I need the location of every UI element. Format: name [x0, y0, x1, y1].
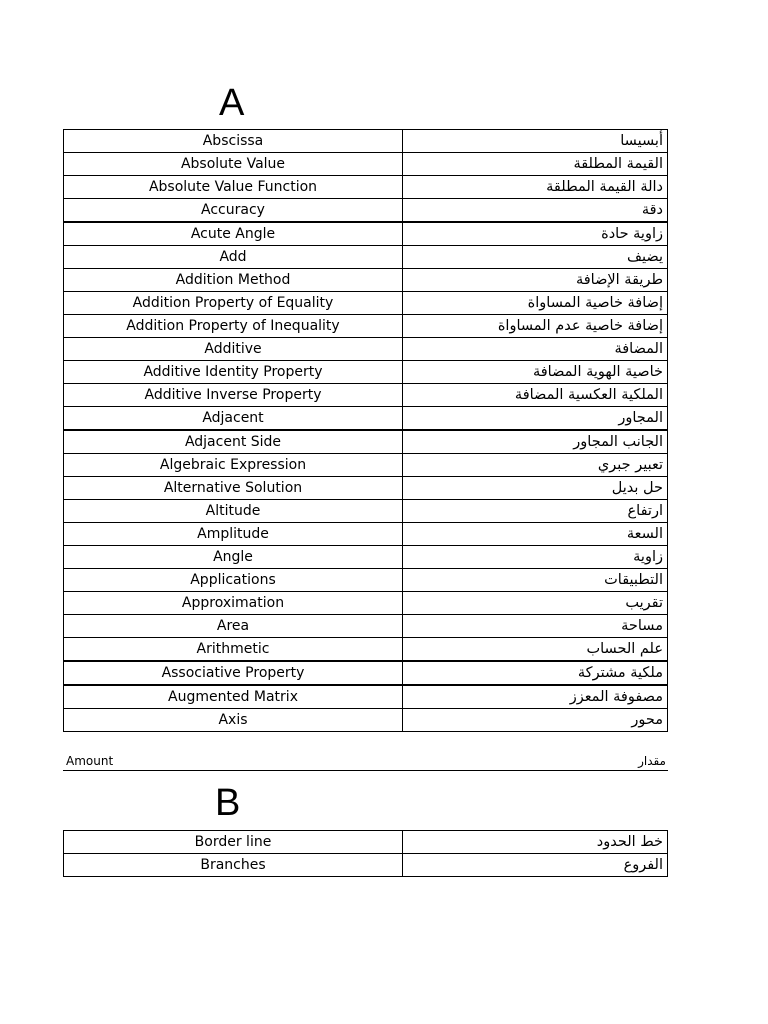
term-arabic: إضافة خاصية عدم المساواة: [403, 315, 668, 338]
glossary-row: [64, 615, 668, 638]
glossary-row: [64, 854, 668, 877]
glossary-row: [64, 338, 668, 361]
term-arabic: دقة: [403, 199, 668, 223]
term-english: Addition Method: [64, 269, 403, 292]
glossary-table-b-body: [64, 831, 668, 877]
term-english: Angle: [64, 546, 403, 569]
glossary-trailing-row: [63, 752, 668, 771]
term-english: Augmented Matrix: [64, 685, 403, 709]
glossary-row: [64, 523, 668, 546]
term-arabic: الفروع: [403, 854, 668, 877]
glossary-row: [64, 199, 668, 223]
term-arabic: السعة: [403, 523, 668, 546]
term-english: Alternative Solution: [64, 477, 403, 500]
term-arabic: مقدار: [638, 754, 666, 768]
glossary-row: [64, 546, 668, 569]
term-arabic: إضافة خاصية المساواة: [403, 292, 668, 315]
term-english: Amount: [66, 754, 114, 768]
glossary-row: [64, 709, 668, 732]
term-arabic: علم الحساب: [403, 638, 668, 662]
glossary-row: [64, 407, 668, 431]
glossary-row: [64, 246, 668, 269]
term-english: Absolute Value Function: [64, 176, 403, 199]
term-english: Add: [64, 246, 403, 269]
term-english: Additive Inverse Property: [64, 384, 403, 407]
term-english: Additive Identity Property: [64, 361, 403, 384]
term-english: Approximation: [64, 592, 403, 615]
glossary-row: [64, 569, 668, 592]
term-arabic: محور: [403, 709, 668, 732]
glossary-table-a-body: [64, 130, 668, 732]
term-arabic: التطبيقات: [403, 569, 668, 592]
term-english: Acute Angle: [64, 222, 403, 246]
glossary-row: [64, 222, 668, 246]
term-arabic: خط الحدود: [403, 831, 668, 854]
glossary-row: [64, 430, 668, 454]
term-english: Applications: [64, 569, 403, 592]
glossary-table-a: [63, 129, 668, 732]
glossary-row: [64, 831, 668, 854]
term-english: Associative Property: [64, 661, 403, 685]
term-english: Arithmetic: [64, 638, 403, 662]
term-english: Addition Property of Inequality: [64, 315, 403, 338]
glossary-row: [64, 153, 668, 176]
glossary-row: [64, 315, 668, 338]
term-english: Accuracy: [64, 199, 403, 223]
glossary-row: [64, 454, 668, 477]
term-english: Addition Property of Equality: [64, 292, 403, 315]
glossary-row: [64, 292, 668, 315]
term-arabic: الجانب المجاور: [403, 430, 668, 454]
glossary-row: [64, 130, 668, 153]
term-english: Absolute Value: [64, 153, 403, 176]
term-english: Algebraic Expression: [64, 454, 403, 477]
term-arabic: أبسيسا: [403, 130, 668, 153]
term-english: Area: [64, 615, 403, 638]
glossary-row: [64, 361, 668, 384]
term-arabic: زاوية حادة: [403, 222, 668, 246]
term-english: Adjacent: [64, 407, 403, 431]
term-arabic: القيمة المطلقة: [403, 153, 668, 176]
term-arabic: يضيف: [403, 246, 668, 269]
term-english: Axis: [64, 709, 403, 732]
section-heading-b: B: [215, 782, 241, 824]
glossary-row: [64, 384, 668, 407]
term-arabic: تعبير جبري: [403, 454, 668, 477]
term-arabic: تقريب: [403, 592, 668, 615]
term-arabic: مصفوفة المعزز: [403, 685, 668, 709]
term-english: Branches: [64, 854, 403, 877]
term-arabic: طريقة الإضافة: [403, 269, 668, 292]
glossary-row: [64, 638, 668, 662]
term-arabic: دالة القيمة المطلقة: [403, 176, 668, 199]
term-arabic: المجاور: [403, 407, 668, 431]
term-english: Border line: [64, 831, 403, 854]
glossary-row: [64, 500, 668, 523]
glossary-row: [64, 685, 668, 709]
glossary-row: [64, 661, 668, 685]
term-arabic: ارتفاع: [403, 500, 668, 523]
term-arabic: خاصية الهوية المضافة: [403, 361, 668, 384]
term-arabic: الملكية العكسية المضافة: [403, 384, 668, 407]
glossary-row: [64, 176, 668, 199]
glossary-row: [64, 592, 668, 615]
term-arabic: زاوية: [403, 546, 668, 569]
term-arabic: مساحة: [403, 615, 668, 638]
term-english: Altitude: [64, 500, 403, 523]
term-arabic: حل بديل: [403, 477, 668, 500]
term-english: Amplitude: [64, 523, 403, 546]
section-heading-a: A: [219, 82, 245, 124]
glossary-row: [64, 269, 668, 292]
term-arabic: ملكية مشتركة: [403, 661, 668, 685]
term-arabic: المضافة: [403, 338, 668, 361]
term-english: Adjacent Side: [64, 430, 403, 454]
term-english: Abscissa: [64, 130, 403, 153]
term-english: Additive: [64, 338, 403, 361]
glossary-table-b: [63, 830, 668, 877]
glossary-row: [64, 477, 668, 500]
